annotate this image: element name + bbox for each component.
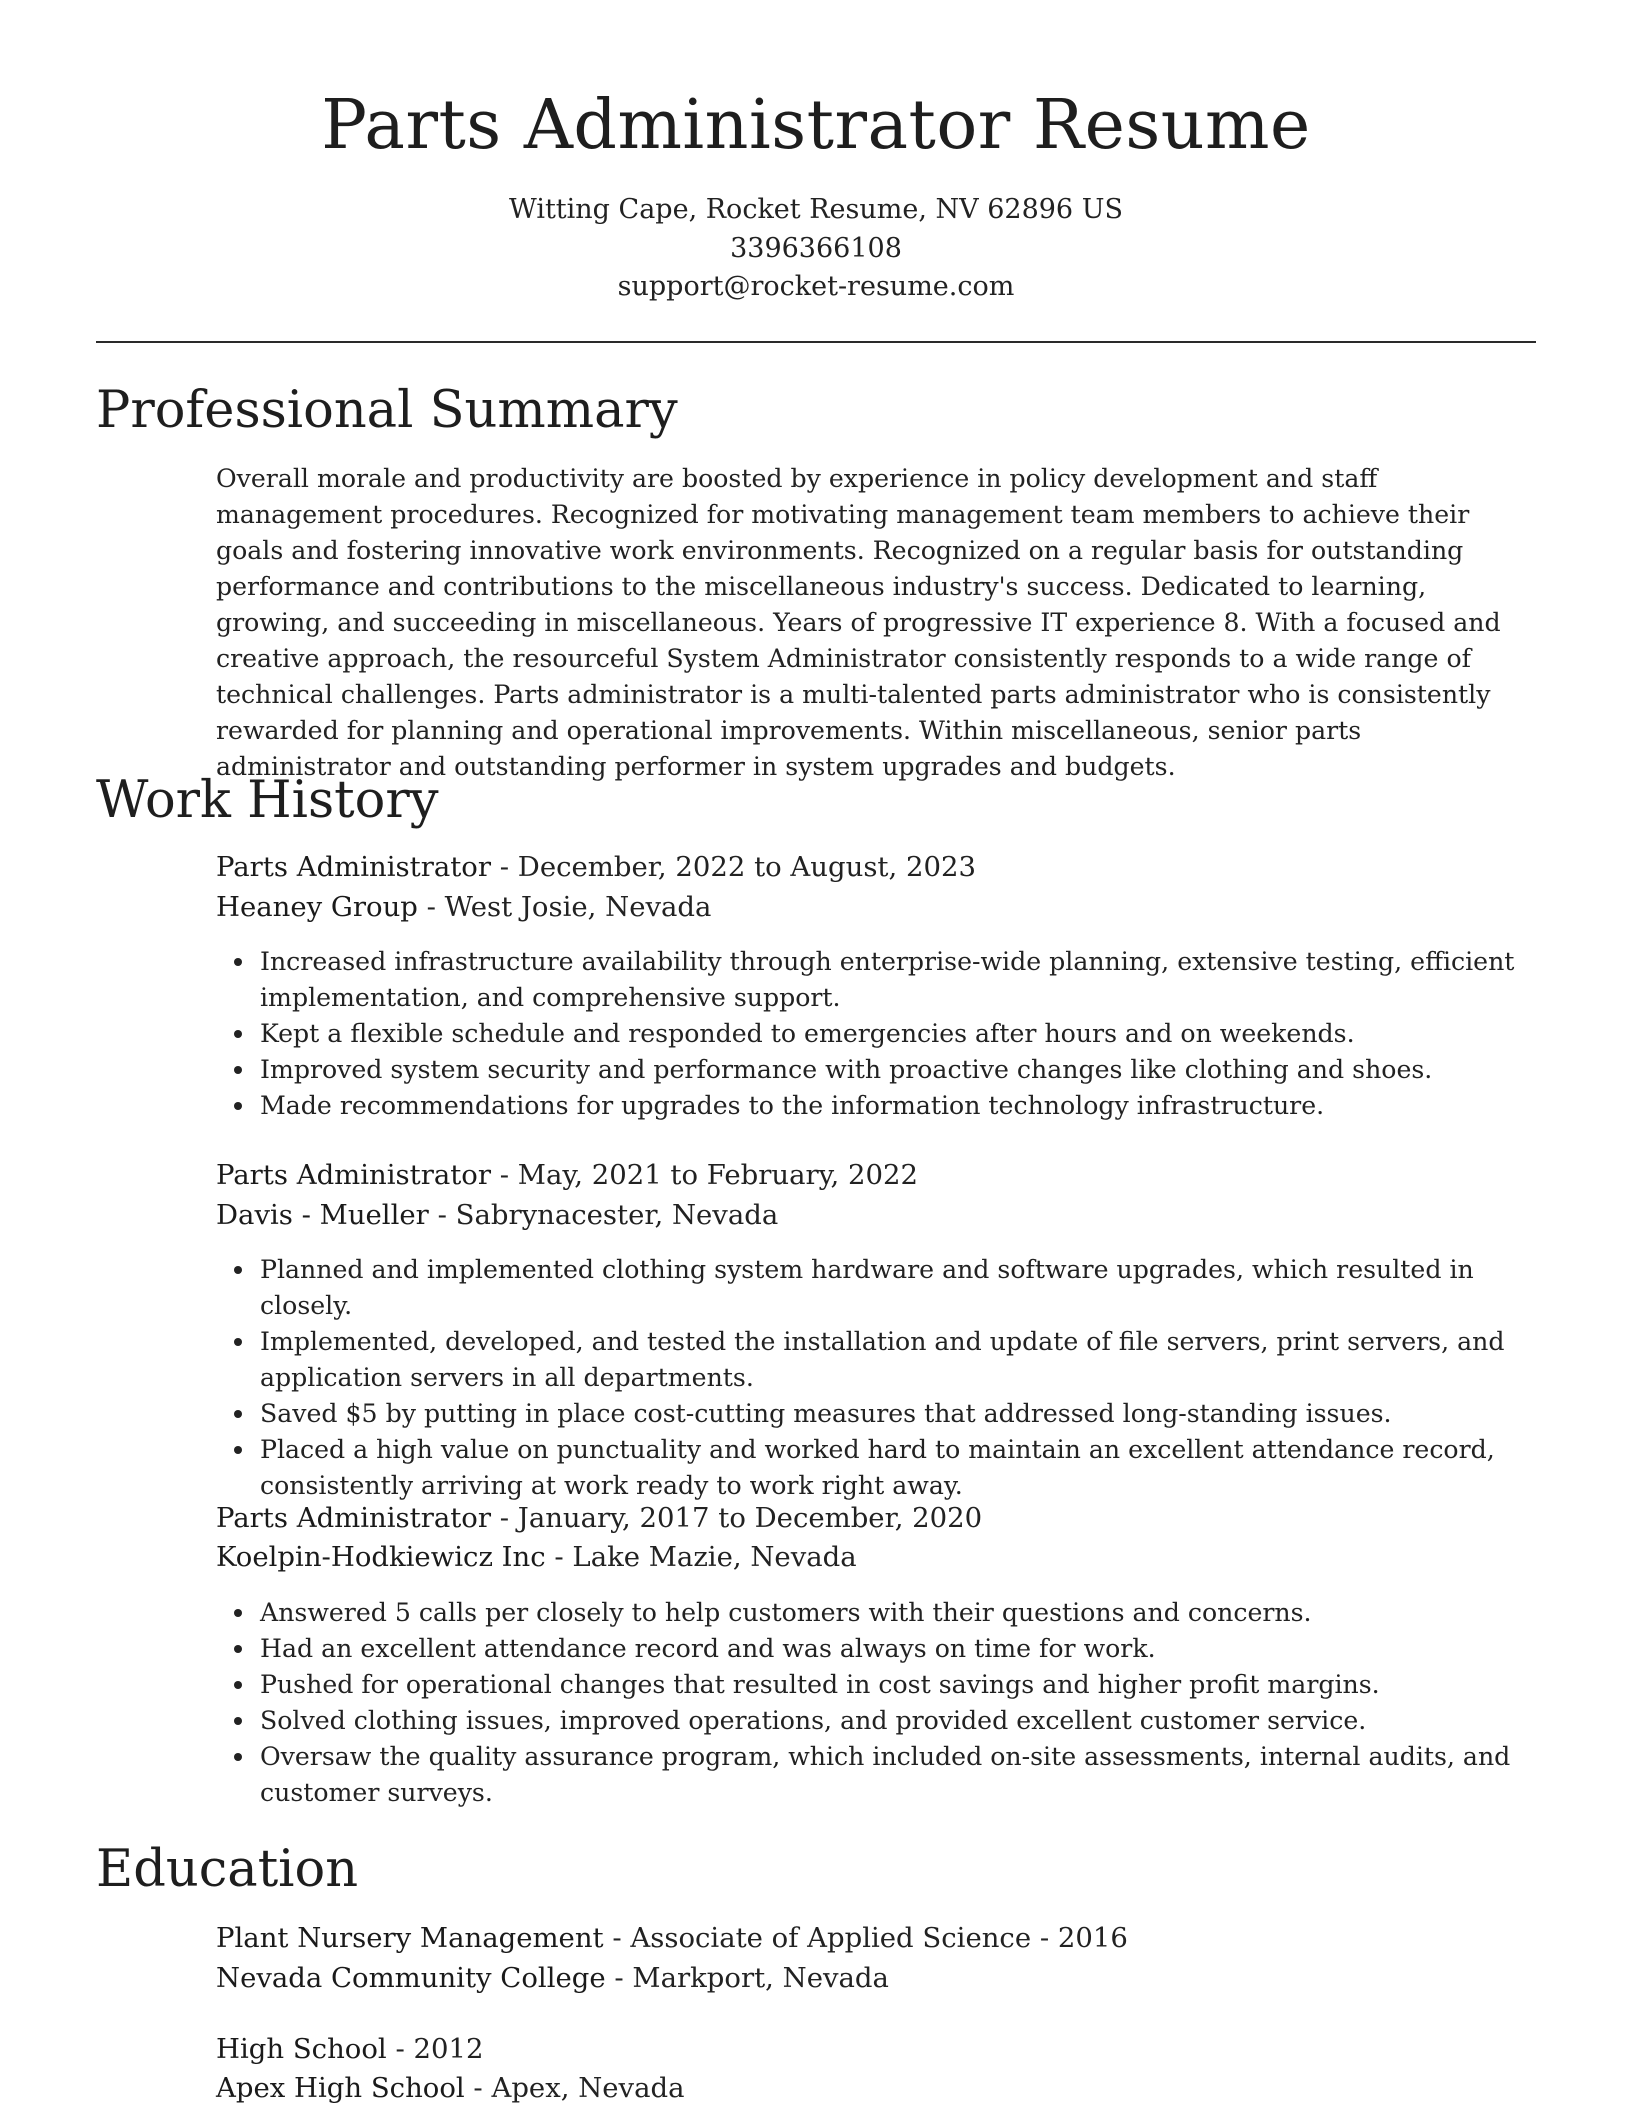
job-title: Parts Administrator bbox=[216, 851, 492, 883]
summary-heading: Professional Summary bbox=[96, 381, 678, 440]
job-bullet-list bbox=[216, 1595, 1536, 1811]
job-title-line bbox=[216, 1155, 1536, 1195]
job-bullet: Solved clothing issues, improved operations, and provided excellent customer service. bbox=[260, 1703, 1536, 1739]
job-bullet-list bbox=[216, 1252, 1536, 1504]
job-bullet: Increased infrastructure availability through enterprise-wide planning, extensive testing, efficient implementation, and comprehensive support. bbox=[260, 944, 1536, 1016]
job-company: Heaney Group bbox=[216, 891, 418, 923]
education-degree-line bbox=[216, 2029, 1536, 2069]
contact-address: Witting Cape, Rocket Resume, NV 62896 US bbox=[509, 194, 1123, 225]
job-title-line bbox=[216, 847, 1536, 887]
contact-phone: 3396366108 bbox=[730, 233, 902, 264]
job-company: Davis - Mueller bbox=[216, 1199, 429, 1231]
education-degree-year: - Associate of Applied Science - 2016 bbox=[603, 1922, 1128, 1954]
summary-text: Overall morale and productivity are boosted by experience in policy development and staff management procedures. Recognized for motivating management team members to achieve their goals and fostering innovative work environments. Recognized on a regular basis for outstanding performance and contributions to the miscellaneous industry's success. Dedicated to learning, growing, and succeeding in miscellaneous. Years of progressive IT experience 8. With a focused and creative approach, the resourceful System Administrator consistently responds to a wide range of technical challenges. Parts administrator is a multi-talented parts administrator who is consistently rewarded for planning and operational improvements. Within miscellaneous, senior parts administrator and outstanding performer in system upgrades and budgets. bbox=[216, 464, 1501, 781]
job-title-line bbox=[216, 1498, 1536, 1538]
education-location: - Markport, Nevada bbox=[605, 1962, 889, 1994]
resume-title: Parts Administrator Resume bbox=[321, 86, 1311, 165]
job-bullet: Made recommendations for upgrades to the information technology infrastructure. bbox=[260, 1088, 1536, 1124]
job-company: Koelpin-Hodkiewicz Inc bbox=[216, 1541, 546, 1573]
job-bullet: Improved system security and performance with proactive changes like clothing and shoes. bbox=[260, 1052, 1536, 1088]
education-school-line bbox=[216, 1958, 1536, 1998]
contact-email: support@rocket-resume.com bbox=[617, 271, 1015, 302]
job-location: - West Josie, Nevada bbox=[417, 891, 712, 923]
job-bullet-list bbox=[216, 944, 1536, 1124]
job-bullet: Implemented, developed, and tested the installation and update of file servers, print servers, and application servers in all departments. bbox=[260, 1324, 1536, 1396]
education-school-line bbox=[216, 2068, 1536, 2108]
job-bullet: Kept a flexible schedule and responded to emergencies after hours and on weekends. bbox=[260, 1016, 1536, 1052]
education-heading: Education bbox=[96, 1840, 359, 1899]
job-bullet: Had an excellent attendance record and was always on time for work. bbox=[260, 1631, 1536, 1667]
job-dates: - May, 2021 to February, 2022 bbox=[491, 1159, 918, 1191]
job-title: Parts Administrator bbox=[216, 1502, 492, 1534]
job-company-line bbox=[216, 1537, 1536, 1577]
job-bullet: Oversaw the quality assurance program, which included on-site assessments, internal audits, and customer surveys. bbox=[260, 1739, 1536, 1811]
education-location: - Apex, Nevada bbox=[464, 2072, 685, 2104]
job-location: - Sabrynacester, Nevada bbox=[428, 1199, 779, 1231]
job-dates: - January, 2017 to December, 2020 bbox=[491, 1502, 983, 1534]
job-bullet: Placed a high value on punctuality and worked hard to maintain an excellent attendance record, consistently arriving at work ready to work right away. bbox=[260, 1432, 1536, 1504]
job-bullet: Planned and implemented clothing system hardware and software upgrades, which resulted in closely. bbox=[260, 1252, 1536, 1324]
job-title: Parts Administrator bbox=[216, 1159, 492, 1191]
education-school: Apex High School bbox=[216, 2072, 465, 2104]
education-degree-line bbox=[216, 1918, 1536, 1958]
education-school: Nevada Community College bbox=[216, 1962, 606, 1994]
job-bullet: Saved $5 by putting in place cost-cutting measures that addressed long-standing issues. bbox=[260, 1396, 1536, 1432]
job-bullet: Pushed for operational changes that resulted in cost savings and higher profit margins. bbox=[260, 1667, 1536, 1703]
education-field: High School bbox=[216, 2033, 387, 2065]
job-company-line bbox=[216, 1195, 1536, 1235]
job-company-line bbox=[216, 887, 1536, 927]
job-bullet: Answered 5 calls per closely to help customers with their questions and concerns. bbox=[260, 1595, 1536, 1631]
job-location: - Lake Mazie, Nevada bbox=[545, 1541, 857, 1573]
education-field: Plant Nursery Management bbox=[216, 1922, 604, 1954]
education-degree-year: - 2012 bbox=[386, 2033, 484, 2065]
job-dates: - December, 2022 to August, 2023 bbox=[491, 851, 976, 883]
header-divider bbox=[96, 341, 1536, 343]
work-history-heading: Work History bbox=[96, 771, 439, 830]
